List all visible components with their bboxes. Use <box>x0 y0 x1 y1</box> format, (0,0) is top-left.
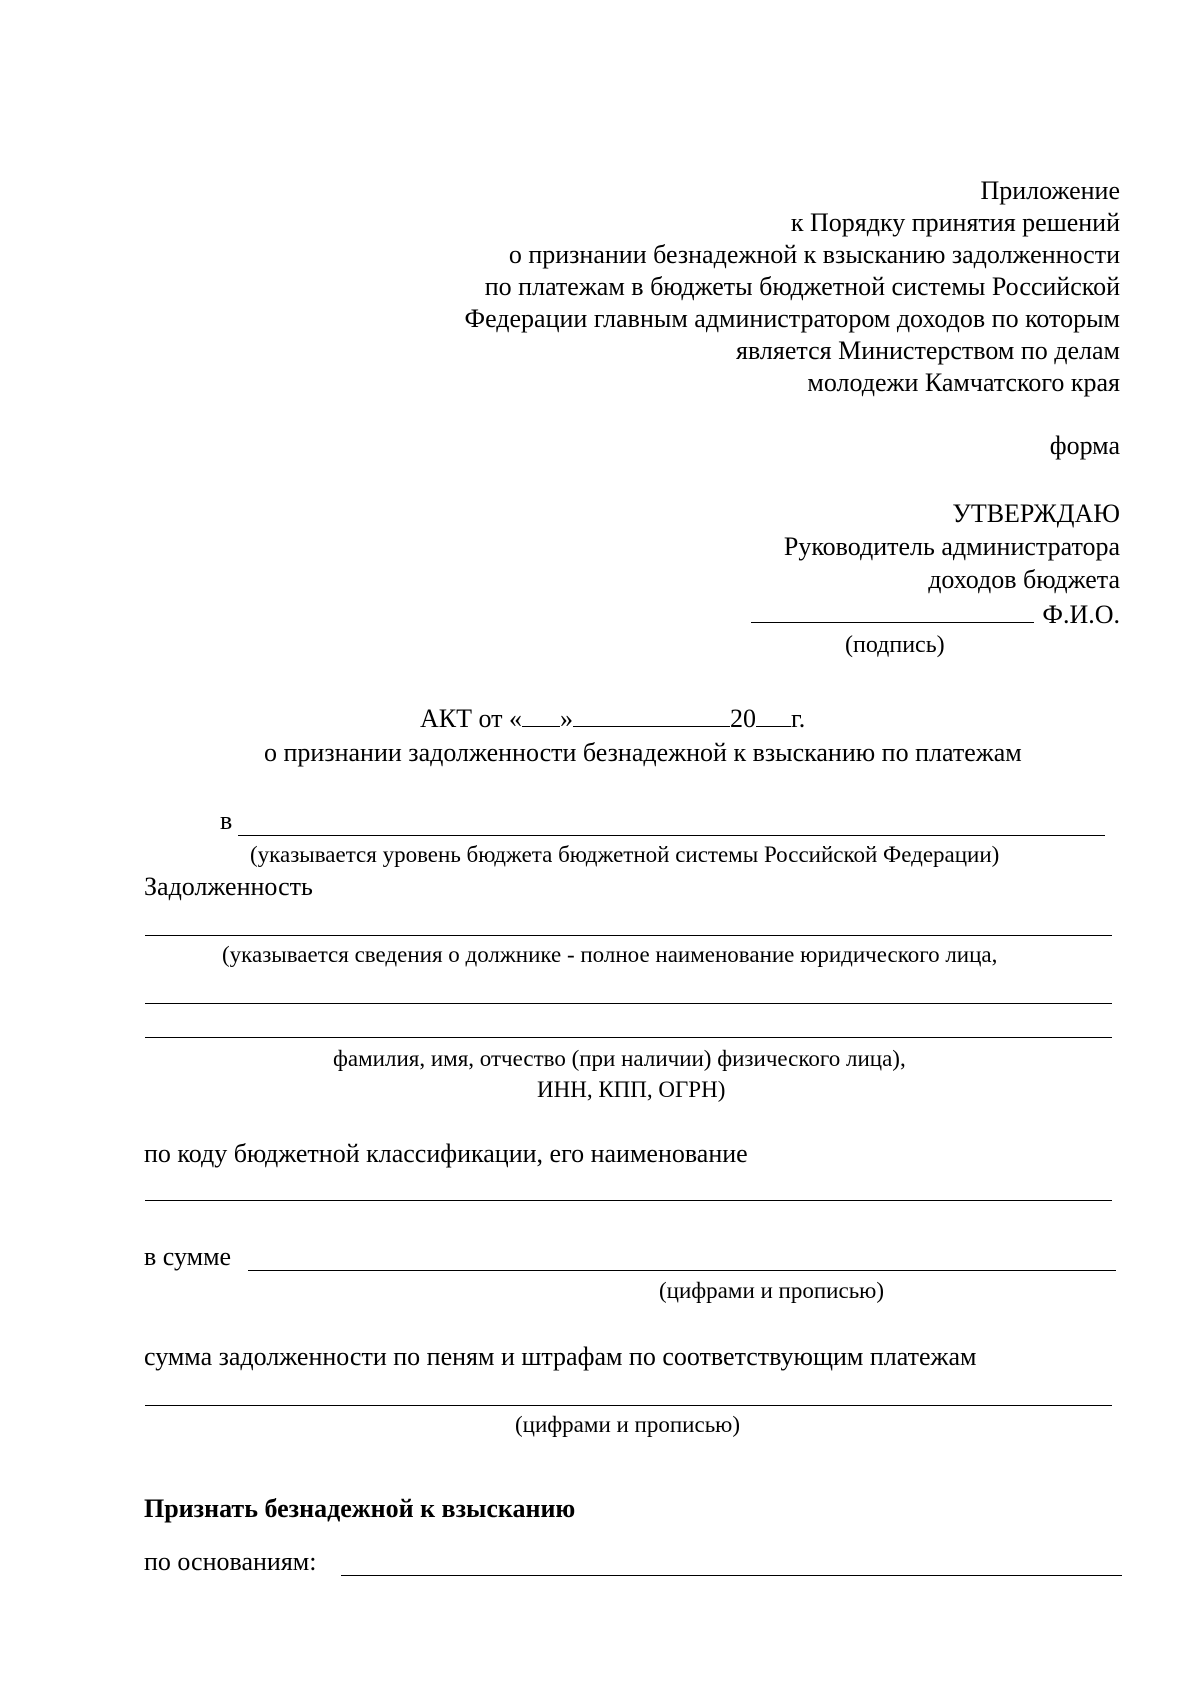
approval-role-line2: доходов бюджета <box>928 565 1120 594</box>
debtor-line-1[interactable] <box>145 935 1112 936</box>
appendix-header <box>465 175 1120 399</box>
debtor-line-3[interactable] <box>145 1037 1112 1038</box>
grounds-label: по основаниям: <box>144 1547 317 1576</box>
act-title <box>420 702 805 735</box>
debtor-line-2[interactable] <box>145 1003 1112 1004</box>
act-year-suffix: г. <box>791 704 806 733</box>
amount-line[interactable] <box>248 1270 1116 1271</box>
header-line: к Порядку принятия решений <box>790 208 1120 237</box>
act-subtitle: о признании задолженности безнадежной к взысканию по платежам <box>264 738 1022 767</box>
debtor-caption-2: фамилия, имя, отчество (при наличии) физического лица), <box>333 1046 906 1071</box>
approval-block <box>751 497 1120 631</box>
header-line: по платежам в бюджеты бюджетной системы Российской <box>484 272 1120 301</box>
budget-level-line[interactable] <box>238 835 1105 836</box>
act-quote-close: » <box>560 704 574 733</box>
header-line: Федерации главным администратором доходов по которым <box>464 304 1120 333</box>
decision-heading: Признать безнадежной к взысканию <box>144 1494 576 1523</box>
act-year-blank[interactable] <box>756 702 791 727</box>
kbk-label: по коду бюджетной классификации, его наименование <box>144 1139 748 1168</box>
penalty-label: сумма задолженности по пеням и штрафам по соответствующим платежам <box>144 1342 977 1371</box>
penalty-line[interactable] <box>145 1405 1112 1406</box>
form-label: форма <box>1049 431 1120 460</box>
budget-prefix: в <box>220 806 233 835</box>
act-prefix: АКТ от « <box>420 704 523 733</box>
header-line: Приложение <box>980 176 1120 205</box>
penalty-caption: (цифрами и прописью) <box>515 1412 741 1437</box>
amount-caption: (цифрами и прописью) <box>659 1278 885 1303</box>
signature-caption: (подпись) <box>845 632 945 658</box>
budget-level-caption: (указывается уровень бюджета бюджетной системы Российской Федерации) <box>250 842 1000 867</box>
approval-title: УТВЕРЖДАЮ <box>952 499 1120 528</box>
debtor-caption-3: ИНН, КПП, ОГРН) <box>537 1077 726 1102</box>
approval-signature-row <box>751 596 1120 631</box>
amount-label: в сумме <box>144 1242 232 1271</box>
header-line: о признании безнадежной к взысканию задолженности <box>508 240 1120 269</box>
header-line: молодежи Камчатского края <box>807 368 1120 397</box>
act-day-blank[interactable] <box>522 702 560 727</box>
signature-line[interactable] <box>751 596 1034 623</box>
kbk-line[interactable] <box>145 1200 1112 1201</box>
act-month-blank[interactable] <box>573 702 730 727</box>
act-year-prefix: 20 <box>730 704 757 733</box>
approval-fio: Ф.И.О. <box>1042 600 1120 629</box>
grounds-line[interactable] <box>341 1575 1122 1576</box>
approval-role-line1: Руководитель администратора <box>783 532 1120 561</box>
debt-label: Задолженность <box>144 872 313 901</box>
header-line: является Министерством по делам <box>736 336 1120 365</box>
debtor-caption-1: (указывается сведения о должнике - полное наименование юридического лица, <box>222 942 998 967</box>
